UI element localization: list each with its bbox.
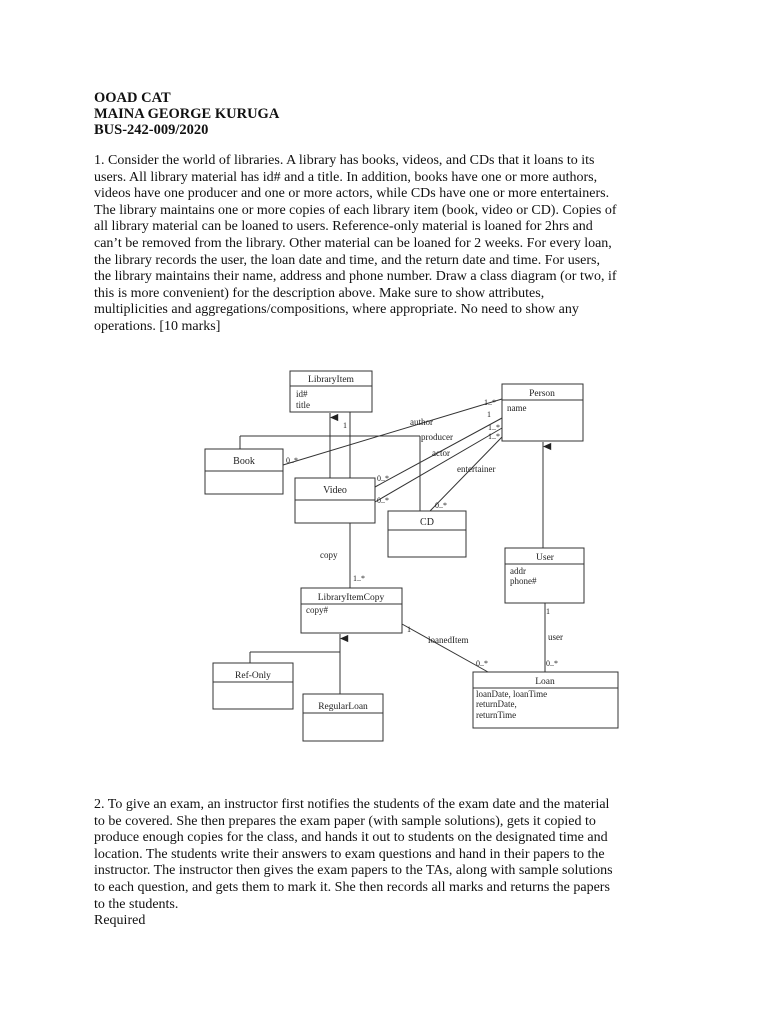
q2-line: produce enough copies for the class, and hands it out to students on the designated time and <box>94 830 608 846</box>
attr-addr: addr <box>510 566 526 576</box>
q2-line: instructor. The instructor then gives the exam papers to the TAs, along with sample solutions <box>94 863 613 879</box>
class-libraryitem-name: LibraryItem <box>308 375 354 385</box>
mult-loan-item: 0..* <box>476 659 488 668</box>
association-author <box>283 399 502 465</box>
mult-person-producer: 1 <box>487 410 491 419</box>
mult-video-producer: 0..* <box>377 474 389 483</box>
class-libraryitemcopy-name: LibraryItemCopy <box>317 593 385 603</box>
mult-copy-loan: 1 <box>407 625 411 634</box>
class-book-name: Book <box>233 456 255 467</box>
class-regularloan-name: RegularLoan <box>318 702 368 712</box>
student-name: MAINA GEORGE KURUGA <box>94 106 280 122</box>
q1-line: all library material can be loaned to users. Reference-only material is loaned for 2hrs and <box>94 219 593 235</box>
q1-line: multiplicities and aggregations/compositions, where appropriate. No need to show any <box>94 302 579 318</box>
mult-loan-user: 0..* <box>546 659 558 668</box>
doc-title: OOAD CAT <box>94 90 171 106</box>
q1-line: The library maintains one or more copies of each library item (book, video or CD). Copies of <box>94 202 617 218</box>
mult-user-one: 1 <box>546 607 550 616</box>
class-video-name: Video <box>323 485 347 496</box>
class-user-name: User <box>536 553 554 563</box>
attr-copy: copy# <box>306 605 328 615</box>
class-ref-only-name: Ref-Only <box>235 671 271 681</box>
class-ref-only-box <box>213 663 293 709</box>
mult-video-actor: 0..* <box>377 496 389 505</box>
q1-line: the library maintains their name, address and phone number. Draw a class diagram (or two, if <box>94 269 617 285</box>
class-person-name: Person <box>529 389 555 399</box>
required-label: Required <box>94 913 146 929</box>
q1-line: users. All library material has id# and a title. In addition, books have one or more authors, <box>94 169 598 185</box>
attr-title: title <box>296 400 310 410</box>
q1-line: can’t be removed from the library. Other material can be loaned for 2 weeks. For every loan, <box>94 235 612 251</box>
mult-person-author: 1..* <box>484 398 496 407</box>
mult-person-entertainer: 1..* <box>488 432 500 441</box>
question-2-text <box>94 797 684 930</box>
mult-book-author: 0..* <box>286 456 298 465</box>
mult-person-actor: 1..* <box>488 423 500 432</box>
attr-name: name <box>507 403 527 413</box>
class-cd-name: CD <box>420 517 434 528</box>
mult-libitem: 1 <box>343 421 347 430</box>
assoc-label-user: user <box>548 632 563 642</box>
assoc-label-actor: actor <box>432 448 450 458</box>
assoc-label-producer: producer <box>421 432 453 442</box>
q2-line: location. The students write their answers to exam questions and hand in their papers to the <box>94 846 605 862</box>
attr-returntime: returnTime <box>476 710 517 720</box>
q1-line: this is more convenient) for the description above. Make sure to show attributes, <box>94 285 545 301</box>
mult-copy-many: 1..* <box>353 574 365 583</box>
q2-line: to each question, and gets them to mark it. She then records all marks and returns the papers <box>94 879 610 895</box>
q1-line: 1. Consider the world of libraries. A library has books, videos, and CDs that it loans to its <box>94 153 595 168</box>
mult-cd-entertainer: 0..* <box>435 501 447 510</box>
q2-line: 2. To give an exam, an instructor first notifies the students of the exam date and the material <box>94 797 610 812</box>
attr-returndate: returnDate, <box>476 699 517 709</box>
assoc-label-entertainer: entertainer <box>457 464 496 474</box>
assoc-label-loaneditem: loanedItem <box>428 635 469 645</box>
attr-loandate: loanDate, loanTime <box>476 689 548 699</box>
attr-id: id# <box>296 389 308 399</box>
q2-line: to the students. <box>94 896 179 912</box>
assoc-label-author: author <box>410 417 433 427</box>
class-loan-name: Loan <box>535 677 555 687</box>
assoc-label-copy: copy <box>320 550 338 560</box>
q2-line: to be covered. She then prepares the exam paper (with sample solutions), gets it copied to <box>94 813 596 829</box>
attr-phone: phone# <box>510 576 537 586</box>
registration-number: BUS-242-009/2020 <box>94 122 209 138</box>
q1-line: videos have one producer and one or more actors, while CDs have one or more entertainers. <box>94 186 610 202</box>
q1-line: operations. [10 marks] <box>94 318 221 334</box>
q1-line: the library records the user, the loan date and time, and the return date and time. For users, <box>94 252 600 268</box>
